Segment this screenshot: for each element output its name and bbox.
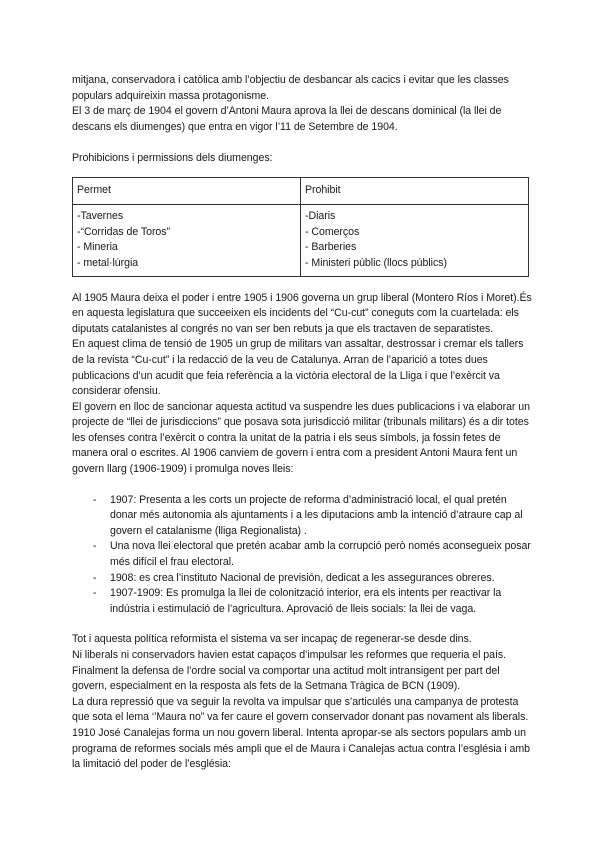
header-permet: Permet (73, 177, 301, 205)
prohibit-item: - Barberies (305, 241, 357, 254)
list-item: - 1907-1909: Es promulga la llei de colonització interior, era els intents per reactivar la indústria i estimulació de l’agricultura. Aprovació de lleis socials: la llei de vaga. (110, 586, 536, 617)
list-item: - Una nova llei electoral que pretén acabar amb la corrupció però només aconsegueix posar més difícil el frau electoral. (110, 539, 536, 570)
table-row (73, 205, 529, 276)
permet-item: -“Corridas de Toros” (77, 225, 170, 238)
permet-item: -Tavernes (77, 210, 124, 223)
closing-paragraph: Tot i aquesta política reformista el sistema va ser incapaç de regenerar-se desde dins. (72, 633, 472, 646)
table-header-row (73, 177, 529, 205)
body-section (72, 291, 536, 478)
prohibit-cell (301, 205, 529, 276)
prohibit-item: -Diaris (305, 210, 336, 223)
list-item: - 1908: es crea l’instituto Nacional de previsión, dedicat a les assegurances obreres. (110, 571, 536, 587)
sunday-rules-table (72, 177, 529, 277)
closing-paragraph: La dura repressió que va seguir la revolta va impulsar que s’articulés una campanya de protesta que sota el lema ‘’Maura no” va fer caure el govern conservador donant pas novament als liberals. (72, 695, 529, 724)
intro-paragraph: mitjana, conservadora i catòlica amb l’objectiu de desbancar als cacics i evitar que les classes populars adquireixin massa protagonisme. (72, 74, 509, 102)
law-list (72, 493, 536, 618)
permet-cell (73, 205, 301, 276)
closing-section (72, 632, 536, 772)
permet-item: - metal·lúrgia (77, 256, 139, 269)
prohibit-item: - Comerços (305, 225, 360, 238)
prohibit-item: - Ministeri públic (llocs públics) (305, 256, 447, 269)
table-title: Prohibicions i permissions dels diumenges: (72, 151, 273, 164)
spacer (72, 135, 536, 151)
body-paragraph: Al 1905 Maura deixa el poder i entre 1905 i 1906 governa un grup liberal (Montero Ríos i Moret).És en aquesta legislatura que succeeixen els incidents del “Cu-cut” coneguts com la cuartelada: els diputats catalanistes al congrés no van ser ben rebuts ja que els tractaven de separatistes. (72, 291, 532, 335)
body-paragraph: El govern en lloc de sancionar aquesta actitud va suspendre les dues publicacions i va elaborar un projecte de “llei de jurisdiccions” que posava sota jurisdicció militar (tribunals militars) és a dir totes les ofenses contra l’exèrcit o contra la unitat de la patria i els seus símbols, ja fossin fetes de manera oral o escrites. Al 1906 canviem de govern i entra com a president Antoni Maura fent un govern llarg (1906-1909) i promulga noves lleis: (72, 400, 530, 476)
list-item: - 1907: Presenta a les corts un projecte de reforma d’administració local, el qual pretén donar més autonomia als ajuntaments i a les diputacions amb la intenció d’atraure cap al govern el catalanisme (lliga Regionalista) . (110, 493, 536, 540)
intro-paragraph: El 3 de març de 1904 el govern d’Antoni Maura aprova la llei de descans dominical (la llei de descans els diumenges) que entra en vigor l’11 de Setembre de 1904. (72, 105, 502, 133)
body-paragraph: En aquest clima de tensió de 1905 un grup de militars van assaltar, destrossar i cremar els tallers de la revista “Cu-cut” i la redacció de la veu de Catalunya. Arran de l’aparició a totes dues publicacions d’un acudit que feia referència a la victòria electoral de la Lliga i que l’exèrcit va considerar ofensiu. (72, 338, 524, 398)
closing-paragraph: 1910 José Canalejas forma un nou govern liberal. Intenta apropar-se als sectors populars amb un programa de reformes socials més ampli que el de Maura i Canalejas actua contra l’església i amb la limitació del poder de l’església: (72, 726, 531, 771)
closing-paragraph: Ni liberals ni conservadors havien estat capaços d’impulsar les reformes que requeria el país. (72, 649, 506, 661)
header-prohibit: Prohibit (301, 177, 529, 205)
permet-item: - Mineria (77, 241, 118, 254)
closing-paragraph: Finalment la defensa de l’ordre social va comportar una actitud molt intransigent per part del govern, especialment en la resposta als fets de la Setmana Tràgica de BCN (1909). (72, 664, 500, 693)
